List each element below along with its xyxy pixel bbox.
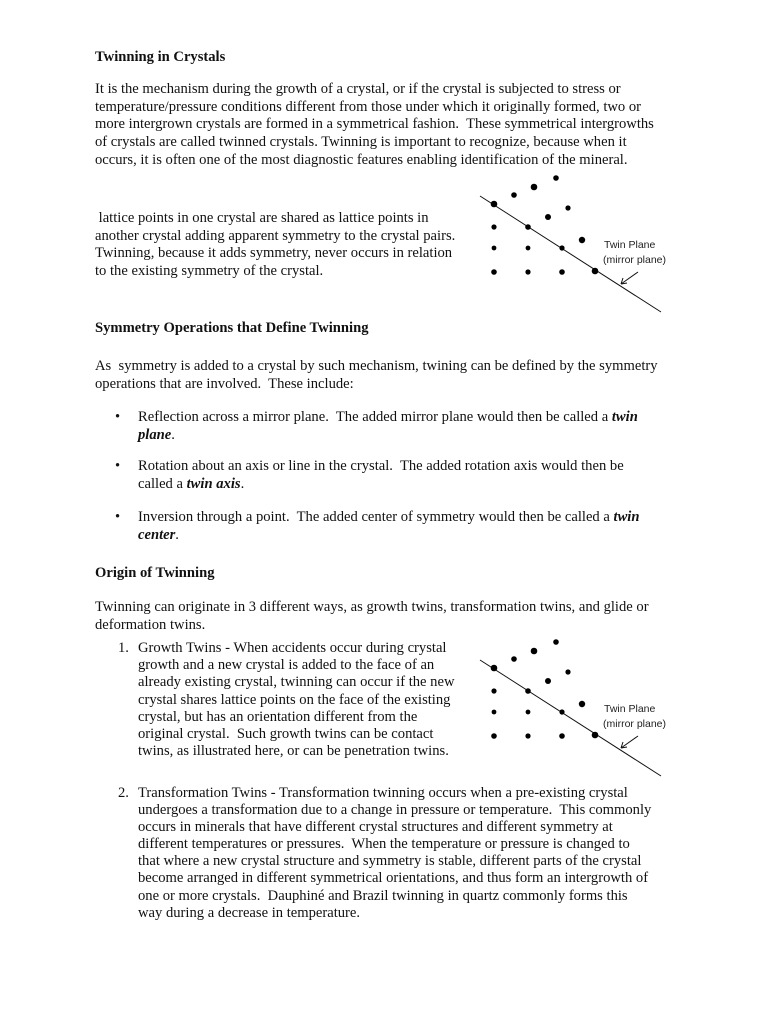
bullet-icon: • xyxy=(115,458,121,474)
numbered-item-growth-twins xyxy=(138,640,455,760)
text-line: occurs, it is often one of the most diagnostic features enabling identification of the mineral. xyxy=(95,151,628,168)
twin-plane-label: Twin Plane xyxy=(604,703,656,715)
bullet-text: . xyxy=(175,526,179,543)
text-line: It is the mechanism during the growth of a crystal, or if the crystal is subjected to stress or xyxy=(95,81,621,97)
bullet-text: Reflection across a mirror plane. The added mirror plane would then be called a xyxy=(138,409,612,425)
symmetry-heading: Symmetry Operations that Define Twinning xyxy=(95,320,369,336)
text-line: to the existing symmetry of the crystal. xyxy=(95,263,324,280)
text-line: As symmetry is added to a crystal by such mechanism, twining can be defined by the symmetry xyxy=(95,358,658,374)
emphasis: plane xyxy=(138,426,172,443)
lattice-point xyxy=(525,224,531,230)
lattice-point xyxy=(491,688,496,693)
text-line: Twinning can originate in 3 different ways, as growth twins, transformation twins, and glide or xyxy=(95,599,649,615)
lattice-point xyxy=(565,669,570,674)
bullet-icon: • xyxy=(115,509,121,525)
text-line: Twinning, because it adds symmetry, never occurs in relation xyxy=(95,245,453,262)
lattice-point xyxy=(553,175,559,181)
bullet-item xyxy=(138,509,639,544)
lattice-point xyxy=(579,701,585,707)
text-line: way during a decrease in temperature. xyxy=(138,904,361,921)
bullet-line xyxy=(138,427,175,445)
arrow-icon xyxy=(621,736,638,748)
lattice-point xyxy=(553,639,559,645)
text-line: lattice points in one crystal are shared as lattice points in xyxy=(95,210,429,226)
text-line: crystal shares lattice points on the face of the existing xyxy=(138,691,451,708)
text-line: operations that are involved. These include: xyxy=(95,375,354,392)
bullet-item xyxy=(138,409,638,444)
lattice-point xyxy=(491,665,498,672)
bullet-text: . xyxy=(240,475,245,492)
arrow-icon xyxy=(621,272,638,284)
bullet-text: Rotation about an axis or line in the crystal. The added rotation axis would then be xyxy=(138,458,624,474)
list-number: 1. xyxy=(118,640,129,656)
bullet-line xyxy=(138,458,624,476)
bullet-text: Inversion through a point. The added center of symmetry would then be called a xyxy=(138,509,614,525)
lattice-point xyxy=(565,205,570,210)
page-title: Twinning in Crystals xyxy=(95,49,226,65)
text-line: of crystals are called twinned crystals. Twinning is important to recognize, because when it xyxy=(95,134,627,151)
lattice-point xyxy=(491,269,497,275)
text-line: more intergrown crystals are formed in a symmetrical fashion. These symmetrical intergrowths xyxy=(95,116,654,133)
bullet-item xyxy=(138,458,624,493)
text-line: another crystal adding apparent symmetry to the crystal pairs. xyxy=(95,227,456,244)
lattice-paragraph xyxy=(95,210,455,281)
text-line: temperature/pressure conditions different from those under which it originally formed, two or xyxy=(95,98,642,115)
lattice-point xyxy=(592,268,599,275)
lattice-point xyxy=(545,214,551,220)
lattice-point xyxy=(491,201,498,208)
lattice-point xyxy=(525,688,531,694)
emphasis: twin axis xyxy=(186,475,241,492)
lattice-point xyxy=(531,184,538,191)
text-line: one or more crystals. Dauphiné and Brazil twinning in quartz commonly forms this xyxy=(138,887,628,904)
lattice-point xyxy=(491,733,497,739)
intro-paragraph xyxy=(95,81,654,169)
bullet-line xyxy=(138,409,638,427)
text-line: deformation twins. xyxy=(95,616,206,633)
numbered-item-transformation-twins xyxy=(138,785,651,922)
text-line: different temperatures or pressures. When the temperature or pressure is changed to xyxy=(138,836,630,853)
bullet-text: . xyxy=(171,426,175,443)
text-line: crystal, but has an orientation different from the xyxy=(138,708,418,725)
text-line: that where a new crystal structure and symmetry is stable, different parts of the crystal xyxy=(138,853,642,870)
emphasis: center xyxy=(138,526,176,543)
text-line: occurs in minerals that have different crystal structures and different symmetry at xyxy=(138,819,613,836)
lattice-point xyxy=(559,269,565,275)
text-line: undergoes a transformation due to a change in pressure or temperature. This commonly xyxy=(138,802,652,819)
lattice-point xyxy=(526,710,531,715)
origin-paragraph xyxy=(95,599,649,634)
bullet-icon: • xyxy=(115,409,121,425)
lattice-point xyxy=(511,656,517,662)
text-line: growth and a new crystal is added to the face of an xyxy=(138,657,435,674)
lattice-point xyxy=(525,269,530,274)
lattice-point xyxy=(491,224,496,229)
twin-plane-label: Twin Plane xyxy=(604,239,656,251)
text-line: become arranged in different symmetrical orientations, and thus form an intergrowth of xyxy=(138,870,649,887)
mirror-plane-label: (mirror plane) xyxy=(603,254,667,266)
list-number: 2. xyxy=(118,785,129,801)
text-line: Transformation Twins - Transformation twinning occurs when a pre-existing crystal xyxy=(138,785,628,801)
lattice-point xyxy=(525,733,530,738)
emphasis: twin xyxy=(611,409,638,425)
lattice-point xyxy=(592,732,599,739)
text-line: twins, as illustrated here, or can be penetration twins. xyxy=(138,743,449,760)
origin-heading: Origin of Twinning xyxy=(95,565,215,581)
mirror-plane-label: (mirror plane) xyxy=(603,718,667,730)
bullet-text: called a xyxy=(138,475,187,492)
symmetry-paragraph xyxy=(95,358,658,393)
bullet-line xyxy=(138,527,179,545)
text-line: original crystal. Such growth twins can be contact xyxy=(138,725,434,742)
emphasis: twin xyxy=(613,509,640,525)
lattice-point xyxy=(492,246,497,251)
lattice-point xyxy=(545,678,551,684)
lattice-point xyxy=(579,237,585,243)
bullet-line xyxy=(138,509,639,527)
lattice-point xyxy=(531,648,538,655)
bullet-line xyxy=(138,476,244,494)
text-line: Growth Twins - When accidents occur during crystal xyxy=(138,640,447,656)
lattice-point xyxy=(526,246,531,251)
lattice-point xyxy=(559,245,564,250)
lattice-point xyxy=(559,733,565,739)
lattice-point xyxy=(511,192,517,198)
text-line: already existing crystal, twinning can occur if the new xyxy=(138,674,455,691)
lattice-point xyxy=(559,709,564,714)
lattice-point xyxy=(492,710,497,715)
